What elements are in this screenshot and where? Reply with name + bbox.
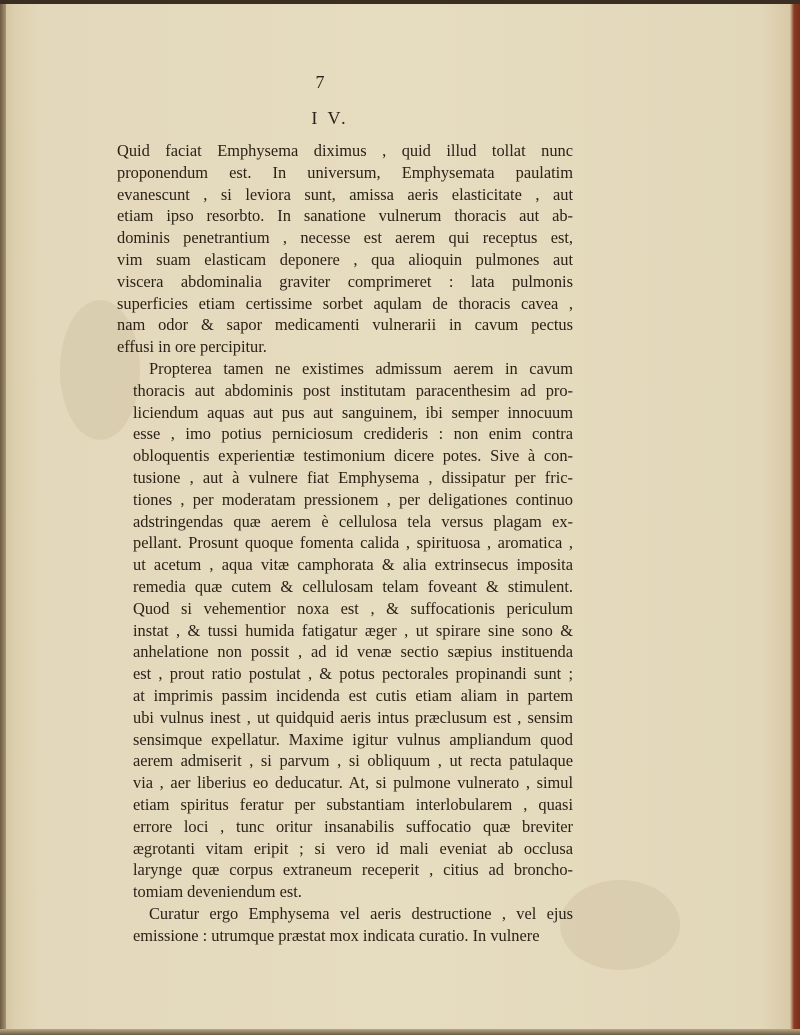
text-line: adstringendas quæ aerem è cellulosa tela versus plagam ex- — [133, 511, 573, 531]
body-text — [117, 140, 573, 946]
text-line: tusione , aut à vulnere fiat Emphysema , dissipatur per fric- — [133, 467, 573, 487]
text-line: Quod si vehementior noxa est , & suffocationis periculum — [133, 598, 573, 618]
text-line: vim suam elasticam deponere , qua alioquin pulmones aut — [117, 249, 573, 269]
page-spine-edge — [0, 0, 6, 1035]
text-line: instat , & tussi humida fatigatur æger , ut spirare sine sono & — [133, 620, 573, 640]
text-line: remedia quæ cutem & cellulosam telam foveant & stimulent. — [133, 576, 573, 596]
text-line: etiam spiritus feratur per substantiam interlobularem , quasi — [133, 794, 573, 814]
text-line: superficies etiam certissime sorbet aqulam de thoracis cavea , — [117, 293, 573, 313]
text-line: Quid faciat Emphysema diximus , quid illud tollat nunc — [117, 141, 573, 160]
page-number: 7 — [315, 72, 325, 92]
text-line: larynge quæ corpus extraneum receperit , citius ad broncho- — [133, 860, 573, 880]
text-line: errore loci , tunc oritur insanabilis suffocatio quæ breviter — [133, 816, 573, 836]
text-line: aerem admiserit , si parvum , si obliquum , ut recta patulaque — [133, 751, 573, 771]
paper-stain — [560, 880, 680, 970]
text-line: est , prout ratio postulat , & potus pectorales propinandi sunt ; — [133, 664, 573, 684]
text-line: at imprimis passim incidenda est cutis etiam aliam in partem — [133, 685, 573, 705]
text-line: tiones , per moderatam pressionem , per deligationes continuo — [133, 489, 573, 509]
text-line: obloquentis experientiæ testimonium dicere potes. Sive à con- — [133, 446, 573, 466]
paragraph — [117, 903, 573, 947]
page-top-edge — [0, 0, 800, 4]
paragraph — [117, 140, 573, 358]
text-line: sensimque expellatur. Maxime igitur vulnus ampliandum quod — [133, 729, 573, 749]
section-heading: I V. — [311, 108, 349, 128]
text-line: viscera abdominalia graviter comprimeret : lata pulmonis — [117, 271, 573, 291]
text-line: etiam ipso resorbto. In sanatione vulnerum thoracis aut ab- — [117, 206, 573, 226]
text-line: Propterea tamen ne existimes admissum aerem in cavum — [149, 358, 573, 378]
text-line: ut acetum , aqua vitæ camphorata & alia extrinsecus imposita — [133, 555, 573, 575]
text-line: ubi vulnus inest , ut quidquid aeris intus præclusum est , sensim — [133, 707, 573, 727]
text-line: Curatur ergo Emphysema vel aeris destructione , vel ejus — [149, 903, 573, 923]
text-line: effusi in ore percipitur. — [117, 337, 267, 357]
text-line: anhelatione non possit , ad id venæ sectio sæpius instituenda — [133, 642, 573, 662]
text-line: proponendum est. In universum, Emphysemata paulatim — [117, 162, 573, 182]
text-line: thoracis aut abdominis post institutam paracenthesim ad pro- — [133, 380, 573, 400]
paragraph — [117, 358, 573, 903]
text-line: tomiam deveniendum est. — [133, 882, 302, 902]
text-line: esse , imo potius perniciosum credideris : non enim contra — [133, 424, 573, 444]
page-bottom-edge — [0, 1029, 800, 1035]
text-line: evanescunt , si leviora sunt, amissa aeris elasticitate , aut — [117, 184, 573, 204]
text-line: ægrotanti vitam eripit ; si vero id mali eveniat ab occlusa — [133, 838, 573, 858]
text-line: emissione : utrumque præstat mox indicata curatio. In vulnere — [133, 925, 540, 945]
text-line: pellant. Prosunt quoque fomenta calida , spirituosa , aromatica , — [133, 533, 573, 553]
text-line: dominis penetrantium , necesse est aerem qui receptus est, — [117, 228, 573, 248]
text-line: via , aer liberius eo deducatur. At, si pulmone vulnerato , simul — [133, 773, 573, 793]
text-line: nam odor & sapor medicamenti vulnerarii in cavum pectus — [117, 315, 573, 335]
text-line: liciendum aquas aut pus aut sanguinem, ibi semper innocuum — [133, 402, 573, 422]
